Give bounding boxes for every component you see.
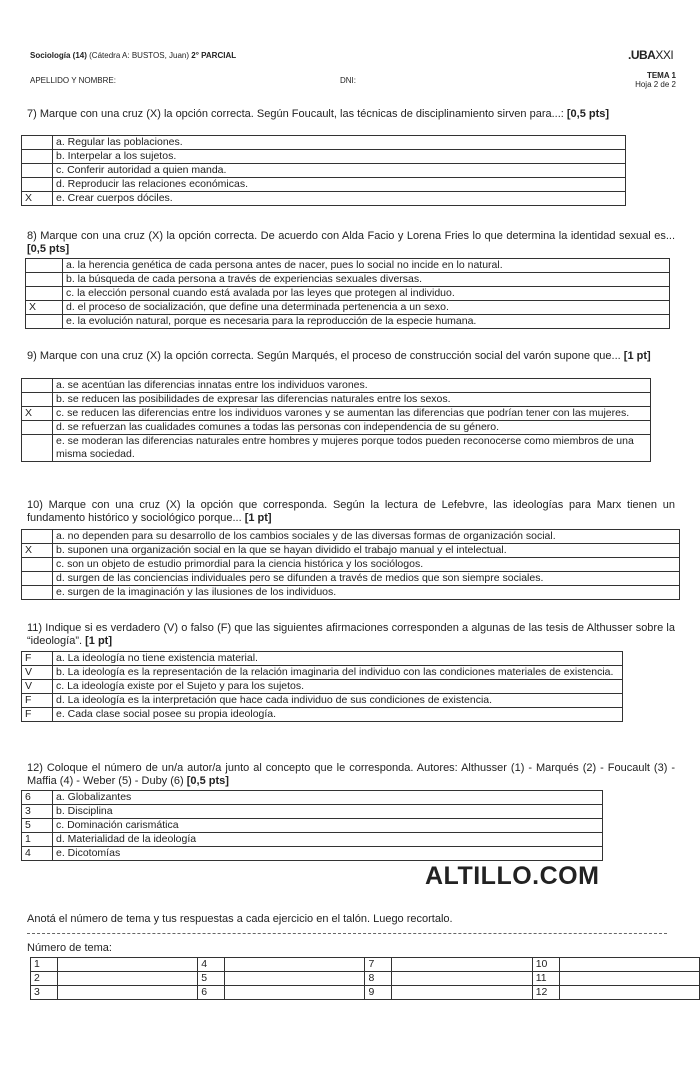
exam-label: 2° PARCIAL — [191, 51, 237, 60]
option-text: a. la herencia genética de cada persona antes de nacer, pues lo social no incide en lo natural. — [63, 259, 670, 273]
option-row — [26, 315, 670, 329]
dni-label: DNI: — [340, 76, 356, 85]
talon-number: 11 — [532, 972, 559, 986]
option-text: c. la elección personal cuando está avalada por las leyes que protegen al individuo. — [63, 287, 670, 301]
talon-answer[interactable] — [392, 986, 532, 1000]
question-11-options — [21, 651, 623, 722]
name-label: APELLIDO Y NOMBRE: — [30, 76, 116, 85]
option-row — [22, 805, 603, 819]
option-text: b. suponen una organización social en la que se hayan dividido el trabajo manual y el intelectual. — [53, 544, 680, 558]
option-row — [22, 178, 626, 192]
option-row — [22, 544, 680, 558]
talon-answer[interactable] — [57, 972, 197, 986]
answer-cell[interactable]: 3 — [22, 805, 53, 819]
question-7-options — [21, 135, 626, 206]
answer-cell[interactable] — [22, 136, 53, 150]
option-row — [22, 150, 626, 164]
answer-cell[interactable] — [22, 393, 53, 407]
tema-header — [635, 71, 676, 89]
question-12: 12) Coloque el número de un/a autor/a junto al concepto que le corresponda. Autores: Althusser (1) - Marqués (2) - Foucault (3) - Maffia (4) - Weber (5) - Duby (6) [0,5 pts] — [27, 762, 675, 787]
option-row — [22, 192, 626, 206]
talon-answer[interactable] — [225, 972, 365, 986]
question-11-points: [1 pt] — [85, 635, 112, 647]
option-text: b. La ideología es la representación de la relación imaginaria del individuo con las condiciones materiales de existencia. — [53, 666, 623, 680]
option-text: b. Disciplina — [53, 805, 603, 819]
option-row — [22, 393, 651, 407]
option-text: d. se refuerzan las cualidades comunes a todas las personas con independencia de su género. — [53, 421, 651, 435]
question-9-points: [1 pt] — [623, 350, 651, 362]
answer-cell[interactable] — [22, 164, 53, 178]
option-row — [22, 680, 623, 694]
talon-table — [30, 957, 700, 1000]
option-text: d. Materialidad de la ideología — [53, 833, 603, 847]
option-row — [22, 379, 651, 393]
talon-row — [31, 972, 700, 986]
option-row — [22, 791, 603, 805]
course-chair: (Cátedra A: BUSTOS, Juan) — [89, 51, 190, 60]
option-row — [22, 586, 680, 600]
answer-cell[interactable] — [22, 379, 53, 393]
answer-cell[interactable]: X — [22, 192, 53, 206]
answer-cell[interactable] — [22, 150, 53, 164]
answer-cell[interactable] — [26, 273, 63, 287]
talon-answer[interactable] — [392, 958, 532, 972]
answer-cell[interactable] — [26, 259, 63, 273]
answer-cell[interactable]: X — [22, 407, 53, 421]
option-text: a. no dependen para su desarrollo de los cambios sociales y de las diversas formas de organización social. — [53, 530, 680, 544]
option-row — [22, 708, 623, 722]
talon-number: 8 — [365, 972, 392, 986]
question-12-options — [21, 790, 603, 861]
talon-label: Número de tema: — [27, 942, 112, 954]
talon-number: 7 — [365, 958, 392, 972]
question-10: 10) Marque con una cruz (X) la opción que corresponda. Según la lectura de Lefebvre, las ideologías para Marx tienen un fundamento histórico y sociológico porque... [1 pt] — [27, 499, 675, 524]
talon-row — [31, 958, 700, 972]
question-12-points: [0,5 pts] — [186, 775, 229, 787]
option-row — [22, 558, 680, 572]
talon-number: 1 — [31, 958, 58, 972]
option-row — [22, 421, 651, 435]
option-row — [22, 530, 680, 544]
answer-cell[interactable]: F — [22, 694, 53, 708]
altillo-watermark: ALTILLO.COM — [425, 862, 600, 890]
option-row — [22, 407, 651, 421]
answer-cell[interactable]: 6 — [22, 791, 53, 805]
talon-answer[interactable] — [225, 986, 365, 1000]
option-text: c. La ideología existe por el Sujeto y para los sujetos. — [53, 680, 623, 694]
talon-answer[interactable] — [559, 972, 699, 986]
option-text: a. se acentúan las diferencias innatas entre los individuos varones. — [53, 379, 651, 393]
option-row — [26, 301, 670, 315]
option-text: d. el proceso de socialización, que define una determinada pertenencia a un sexo. — [63, 301, 670, 315]
option-text: b. se reducen las posibilidades de expresar las diferencias naturales entre los sexos. — [53, 393, 651, 407]
question-10-options — [21, 529, 680, 600]
option-row — [26, 259, 670, 273]
option-row — [22, 572, 680, 586]
question-11: 11) Indique si es verdadero (V) o falso (F) que las siguientes afirmaciones corresponden a algunas de las tesis de Althusser sobre la “ideología”. [1 pt] — [27, 622, 675, 647]
option-text: a. La ideología no tiene existencia material. — [53, 652, 623, 666]
question-7-points: [0,5 pts] — [566, 108, 610, 120]
talon-number: 3 — [31, 986, 58, 1000]
talon-number: 6 — [198, 986, 225, 1000]
talon-number: 4 — [198, 958, 225, 972]
course-name: Sociología (14) — [30, 51, 87, 60]
uba-logo: .UBAXXI — [628, 48, 674, 62]
talon-row — [31, 986, 700, 1000]
option-text: e. Dicotomías — [53, 847, 603, 861]
option-row — [22, 136, 626, 150]
talon-answer[interactable] — [392, 972, 532, 986]
answer-cell[interactable]: 5 — [22, 819, 53, 833]
option-row — [22, 847, 603, 861]
answer-cell[interactable]: 4 — [22, 847, 53, 861]
option-text: d. surgen de las conciencias individuales pero se difunden a través de medios que son siempre sociales. — [53, 572, 680, 586]
option-row — [22, 666, 623, 680]
option-row — [22, 819, 603, 833]
answer-cell[interactable] — [22, 530, 53, 544]
option-text: c. Conferir autoridad a quien manda. — [53, 164, 626, 178]
talon-number: 10 — [532, 958, 559, 972]
talon-answer[interactable] — [559, 986, 699, 1000]
answer-cell[interactable] — [22, 178, 53, 192]
option-text: d. Reproducir las relaciones económicas. — [53, 178, 626, 192]
option-text: b. Interpelar a los sujetos. — [53, 150, 626, 164]
question-8-points: [0,5 pts] — [27, 243, 70, 255]
answer-cell[interactable] — [26, 287, 63, 301]
talon-answer[interactable] — [559, 958, 699, 972]
question-7: 7) Marque con una cruz (X) la opción correcta. Según Foucault, las técnicas de disciplinamiento sirven para...: [0,5 pts] — [27, 108, 610, 120]
option-text: e. Crear cuerpos dóciles. — [53, 192, 626, 206]
answer-cell[interactable] — [22, 586, 53, 600]
talon-number: 12 — [532, 986, 559, 1000]
talon-number: 5 — [198, 972, 225, 986]
option-row — [26, 287, 670, 301]
option-text: e. surgen de la imaginación y las ilusiones de los individuos. — [53, 586, 680, 600]
answer-cell[interactable]: X — [22, 544, 53, 558]
talon-answer[interactable] — [57, 986, 197, 1000]
option-row — [22, 833, 603, 847]
option-text: b. la búsqueda de cada persona a través de experiencias sexuales diversas. — [63, 273, 670, 287]
course-title — [30, 51, 236, 60]
option-text: e. la evolución natural, porque es necesaria para la reproducción de la especie humana. — [63, 315, 670, 329]
answer-cell[interactable] — [22, 421, 53, 435]
answer-cell[interactable]: V — [22, 680, 53, 694]
question-10-points: [1 pt] — [244, 512, 272, 524]
option-row — [22, 435, 651, 462]
answer-cell[interactable] — [22, 572, 53, 586]
question-8-options — [25, 258, 670, 329]
answer-cell[interactable]: F — [22, 708, 53, 722]
talon-number: 9 — [365, 986, 392, 1000]
answer-cell[interactable]: F — [22, 652, 53, 666]
tema-label: TEMA 1 — [646, 71, 676, 80]
option-text: d. La ideología es la interpretación que hace cada individuo de sus condiciones de existencia. — [53, 694, 623, 708]
instructions-text: Anotá el número de tema y tus respuestas a cada ejercicio en el talón. Luego recortalo. — [27, 913, 453, 925]
option-text: a. Globalizantes — [53, 791, 603, 805]
page-number: Hoja 2 de 2 — [635, 80, 676, 89]
answer-cell[interactable]: X — [26, 301, 63, 315]
answer-cell[interactable]: V — [22, 666, 53, 680]
question-9: 9) Marque con una cruz (X) la opción correcta. Según Marqués, el proceso de construcción social del varón supone que... [1 pt] — [27, 350, 651, 362]
answer-cell[interactable] — [22, 435, 53, 462]
option-row — [22, 164, 626, 178]
option-row — [22, 652, 623, 666]
cut-line — [27, 933, 667, 934]
option-text: c. son un objeto de estudio primordial para la ciencia histórica y los sociólogos. — [53, 558, 680, 572]
talon-number: 2 — [31, 972, 58, 986]
answer-cell[interactable]: 1 — [22, 833, 53, 847]
option-text: e. se moderan las diferencias naturales entre hombres y mujeres porque todos pueden reconocerse como miembros de una misma sociedad. — [53, 435, 651, 462]
answer-cell[interactable] — [26, 315, 63, 329]
option-text: e. Cada clase social posee su propia ideología. — [53, 708, 623, 722]
option-row — [26, 273, 670, 287]
answer-cell[interactable] — [22, 558, 53, 572]
talon-answer[interactable] — [57, 958, 197, 972]
option-text: a. Regular las poblaciones. — [53, 136, 626, 150]
option-row — [22, 694, 623, 708]
option-text: c. se reducen las diferencias entre los individuos varones y se aumentan las diferencias que podrían tener con las mujeres. — [53, 407, 651, 421]
question-9-options — [21, 378, 651, 462]
option-text: c. Dominación carismática — [53, 819, 603, 833]
talon-answer[interactable] — [225, 958, 365, 972]
question-8: 8) Marque con una cruz (X) la opción correcta. De acuerdo con Alda Facio y Lorena Fries lo que determina la identidad sexual es... [0,5 pts] — [27, 230, 675, 255]
